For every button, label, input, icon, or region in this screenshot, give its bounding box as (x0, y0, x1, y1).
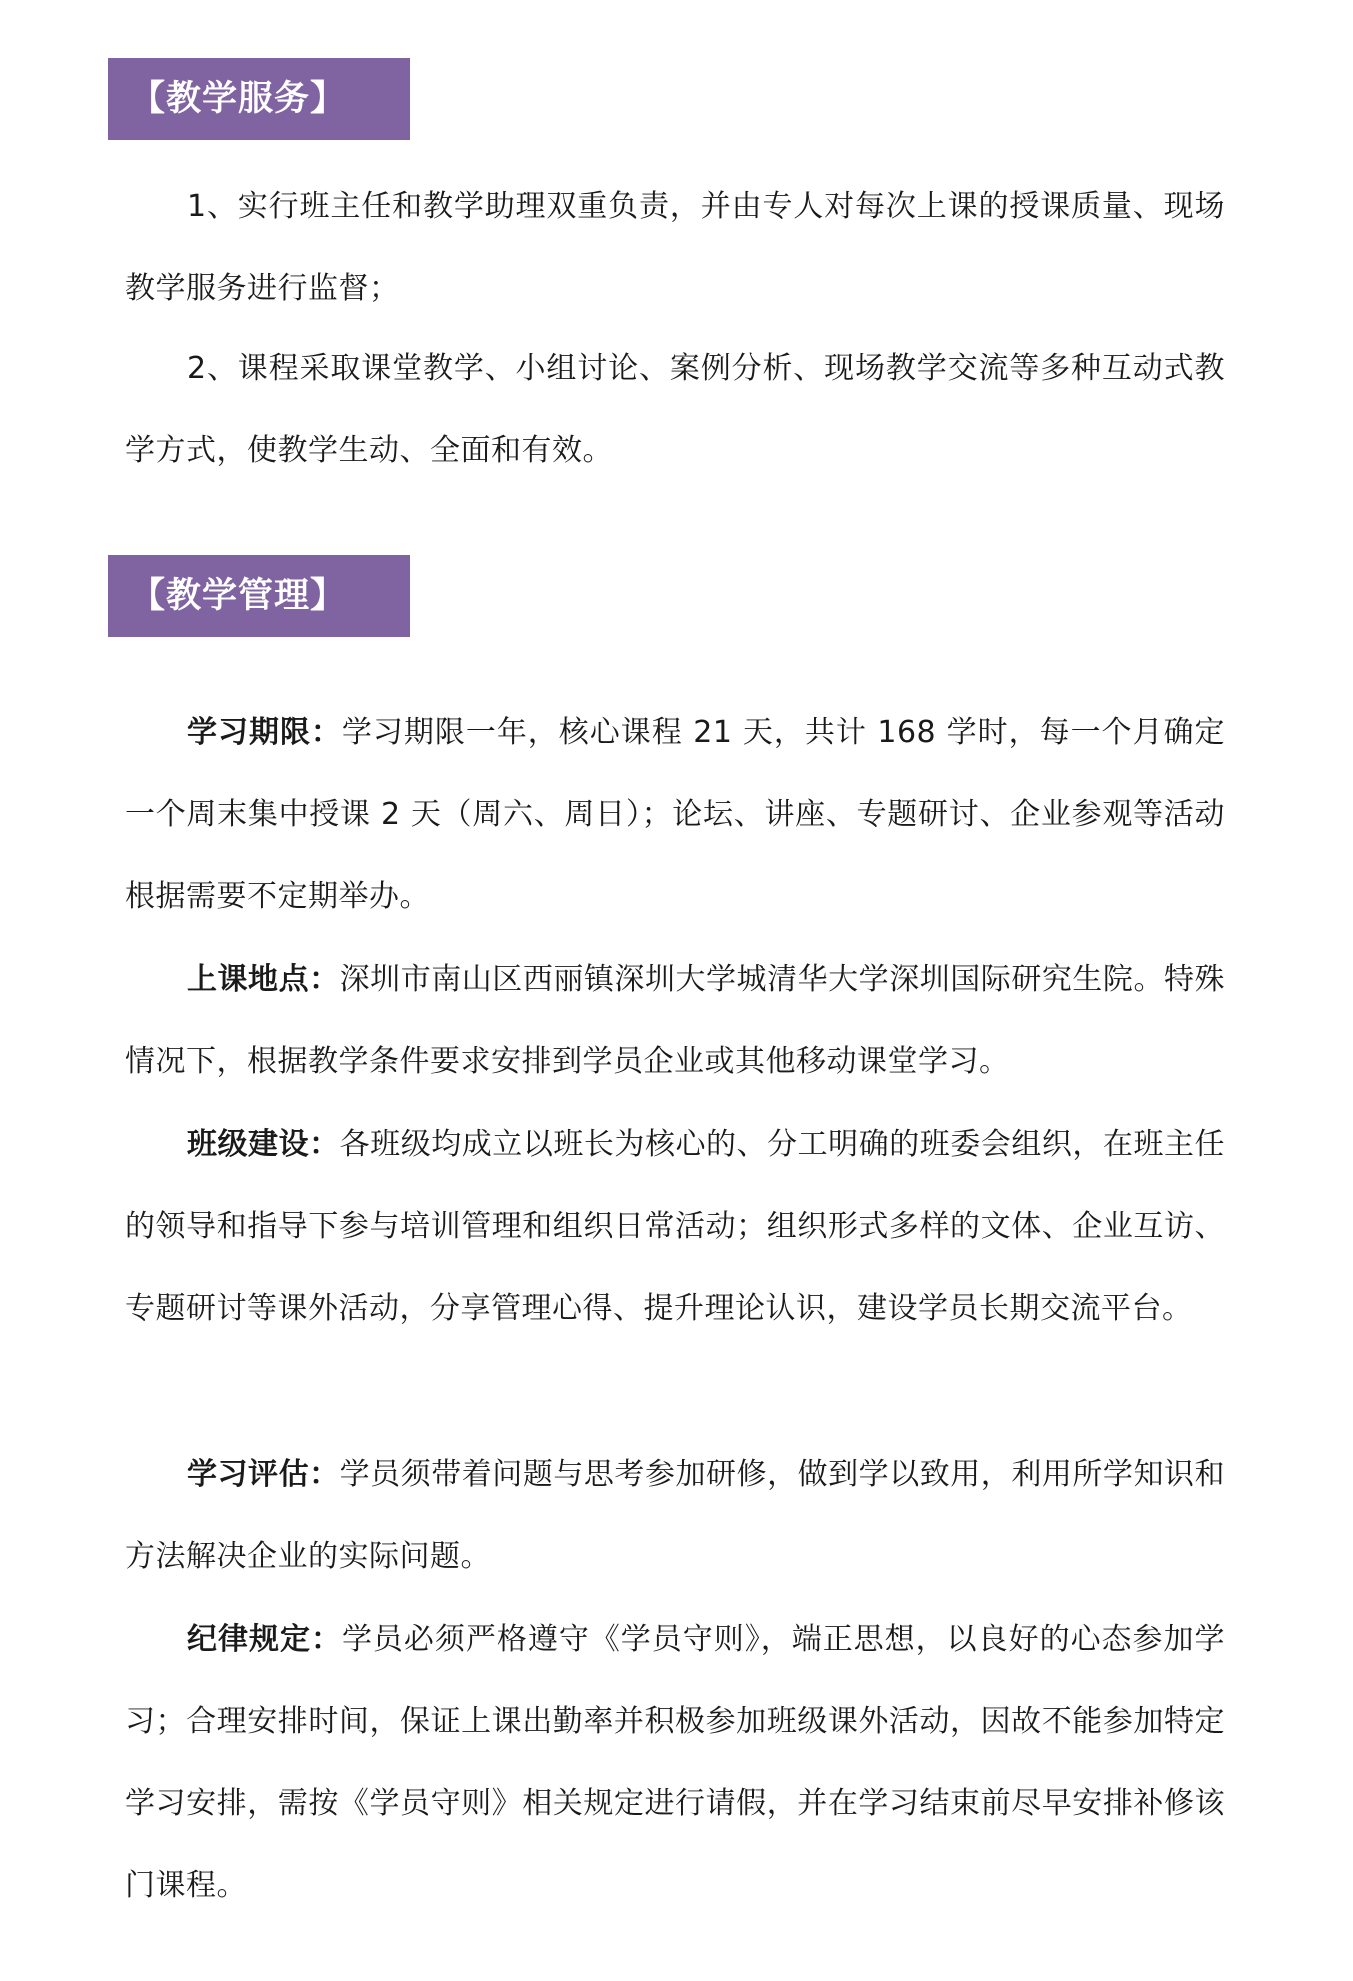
paragraph-study-period (125, 692, 1225, 938)
term-study-evaluation: 学习评估： (187, 1457, 340, 1492)
text-discipline: 学员必须严格遵守《学员守则》，端正思想，以良好的心态参加学习；合理安排时间，保证上课出勤率并积极参加班级课外活动，因故不能参加特定学习安排，需按《学员守则》相关规定进行请假，并在学习结束前尽早安排补修该门课程。 (125, 1622, 1226, 1903)
term-discipline: 纪律规定： (187, 1622, 342, 1657)
service-item-1: 1、实行班主任和教学助理双重负责，并由专人对每次上课的授课质量、现场教学服务进行监督； (125, 189, 1225, 306)
text-class-location: 深圳市南山区西丽镇深圳大学城清华大学深圳国际研究生院。特殊情况下，根据教学条件要求安排到学员企业或其他移动课堂学习。 (125, 962, 1226, 1079)
term-study-period: 学习期限： (187, 715, 342, 750)
text-class-building: 各班级均成立以班长为核心的、分工明确的班委会组织，在班主任的领导和指导下参与培训管理和组织日常活动；组织形式多样的文体、企业互访、专题研讨等课外活动，分享管理心得、提升理论认识，建设学员长期交流平台。 (125, 1127, 1226, 1326)
term-class-location: 上课地点： (187, 962, 340, 997)
paragraph-class-location (125, 939, 1225, 1103)
paragraph-discipline (125, 1599, 1225, 1927)
service-item-2: 2、课程采取课堂教学、小组讨论、案例分析、现场教学交流等多种互动式教学方式，使教学生动、全面和有效。 (125, 351, 1225, 468)
term-class-building: 班级建设： (187, 1127, 340, 1162)
section-header-teaching-service: 【教学服务】 (108, 58, 410, 140)
paragraph-class-building (125, 1104, 1225, 1350)
paragraph-study-evaluation (125, 1434, 1225, 1598)
text-study-period: 学习期限一年，核心课程 21 天，共计 168 学时，每一个月确定一个周末集中授课 2 天（周六、周日）；论坛、讲座、专题研讨、企业参观等活动根据需要不定期举办。 (125, 715, 1225, 914)
text-study-evaluation: 学员须带着问题与思考参加研修，做到学以致用，利用所学知识和方法解决企业的实际问题。 (125, 1457, 1226, 1574)
section-header-teaching-management: 【教学管理】 (108, 555, 410, 637)
